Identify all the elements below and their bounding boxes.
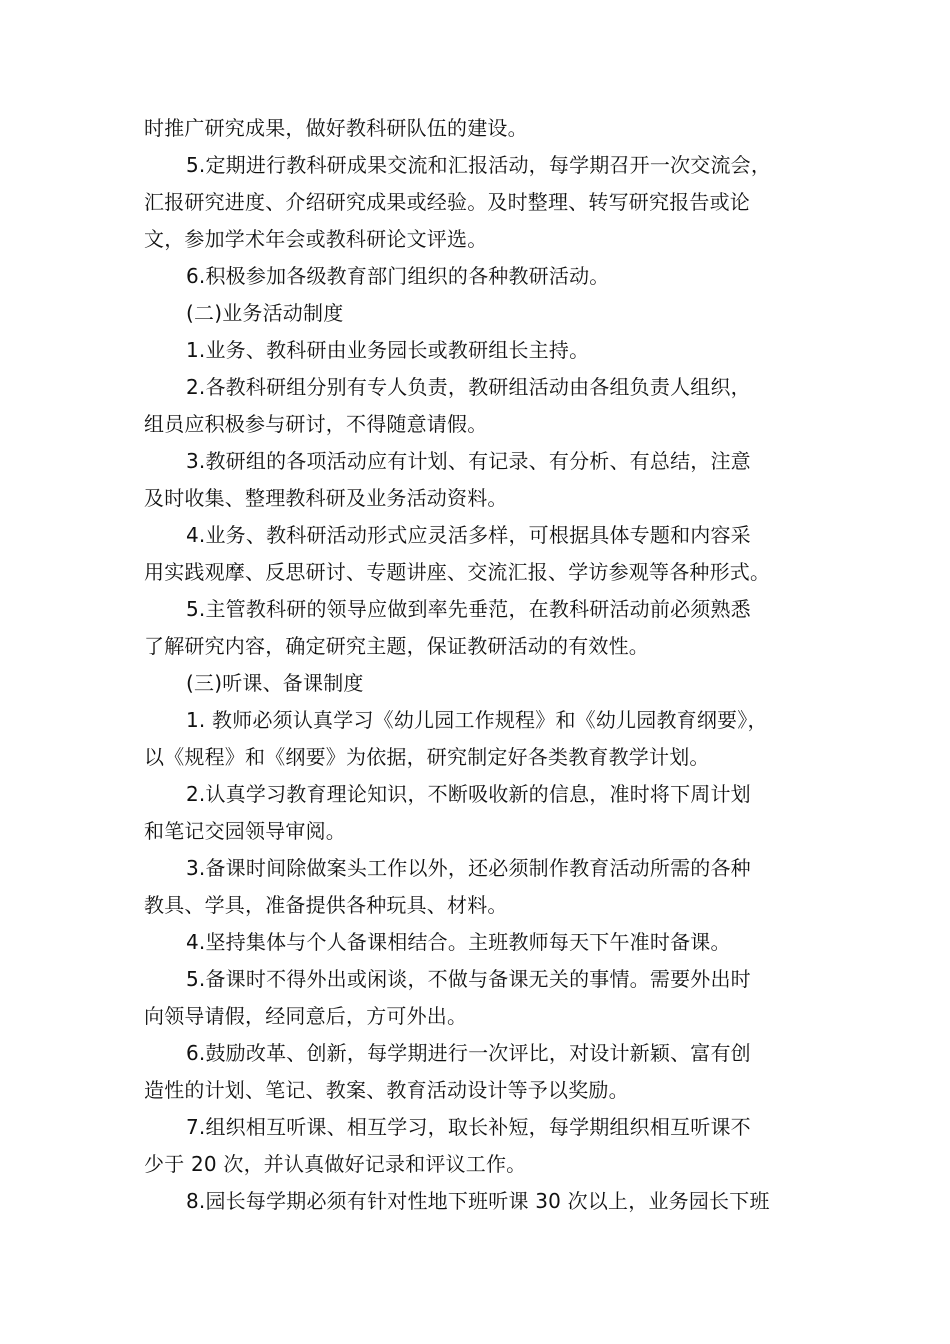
text-line: 以《规程》和《纲要》为依据，研究制定好各类教育教学计划。 <box>144 745 710 769</box>
text-line: 向领导请假，经同意后，方可外出。 <box>144 1004 468 1028</box>
text-line: 2.各教科研组分别有专人负责，教研组活动由各组负责人组织， <box>186 375 751 399</box>
text-line: 了解研究内容，确定研究主题，保证教研活动的有效性。 <box>144 634 649 658</box>
text-line: 造性的计划、笔记、教案、教育活动设计等予以奖励。 <box>144 1078 629 1102</box>
section-heading: (三)听课、备课制度 <box>186 671 364 695</box>
text-line: 1. 教师必须认真学习《幼儿园工作规程》和《幼儿园教育纲要》， <box>186 708 768 732</box>
text-line: 时推广研究成果，做好教科研队伍的建设。 <box>144 116 528 140</box>
text-line: 文，参加学术年会或教科研论文评选。 <box>144 227 488 251</box>
text-line: 8.园长每学期必须有针对性地下班听课 30 次以上，业务园长下班 <box>186 1189 770 1213</box>
text-line: 组员应积极参与研讨，不得随意请假。 <box>144 412 488 436</box>
text-line: 和笔记交园领导审阅。 <box>144 819 346 843</box>
section-heading: (二)业务活动制度 <box>186 301 344 325</box>
text-line: 3.教研组的各项活动应有计划、有记录、有分析、有总结，注意 <box>186 449 751 473</box>
text-line: 4.业务、教科研活动形式应灵活多样，可根据具体专题和内容采 <box>186 523 751 547</box>
text-line: 4.坚持集体与个人备课相结合。主班教师每天下午准时备课。 <box>186 930 731 954</box>
text-line: 6.鼓励改革、创新，每学期进行一次评比，对设计新颖、富有创 <box>186 1041 751 1065</box>
text-line: 5.备课时不得外出或闲谈，不做与备课无关的事情。需要外出时 <box>186 967 751 991</box>
text-line: 3.备课时间除做案头工作以外，还必须制作教育活动所需的各种 <box>186 856 751 880</box>
text-line: 2.认真学习教育理论知识，不断吸收新的信息，准时将下周计划 <box>186 782 751 806</box>
text-line: 5.主管教科研的领导应做到率先垂范，在教科研活动前必须熟悉 <box>186 597 751 621</box>
text-line: 6.积极参加各级教育部门组织的各种教研活动。 <box>186 264 610 288</box>
text-line: 7.组织相互听课、相互学习，取长补短，每学期组织相互听课不 <box>186 1115 751 1139</box>
text-line: 5.定期进行教科研成果交流和汇报活动，每学期召开一次交流会， <box>186 153 772 177</box>
text-line: 1.业务、教科研由业务园长或教研组长主持。 <box>186 338 590 362</box>
text-line: 教具、学具，准备提供各种玩具、材料。 <box>144 893 508 917</box>
text-line: 及时收集、整理教科研及业务活动资料。 <box>144 486 508 510</box>
text-line: 少于 20 次，并认真做好记录和评议工作。 <box>144 1152 527 1176</box>
text-line: 用实践观摩、反思研讨、专题讲座、交流汇报、学访参观等各种形式。 <box>144 560 771 584</box>
text-line: 汇报研究进度、介绍研究成果或经验。及时整理、转写研究报告或论 <box>144 190 750 214</box>
